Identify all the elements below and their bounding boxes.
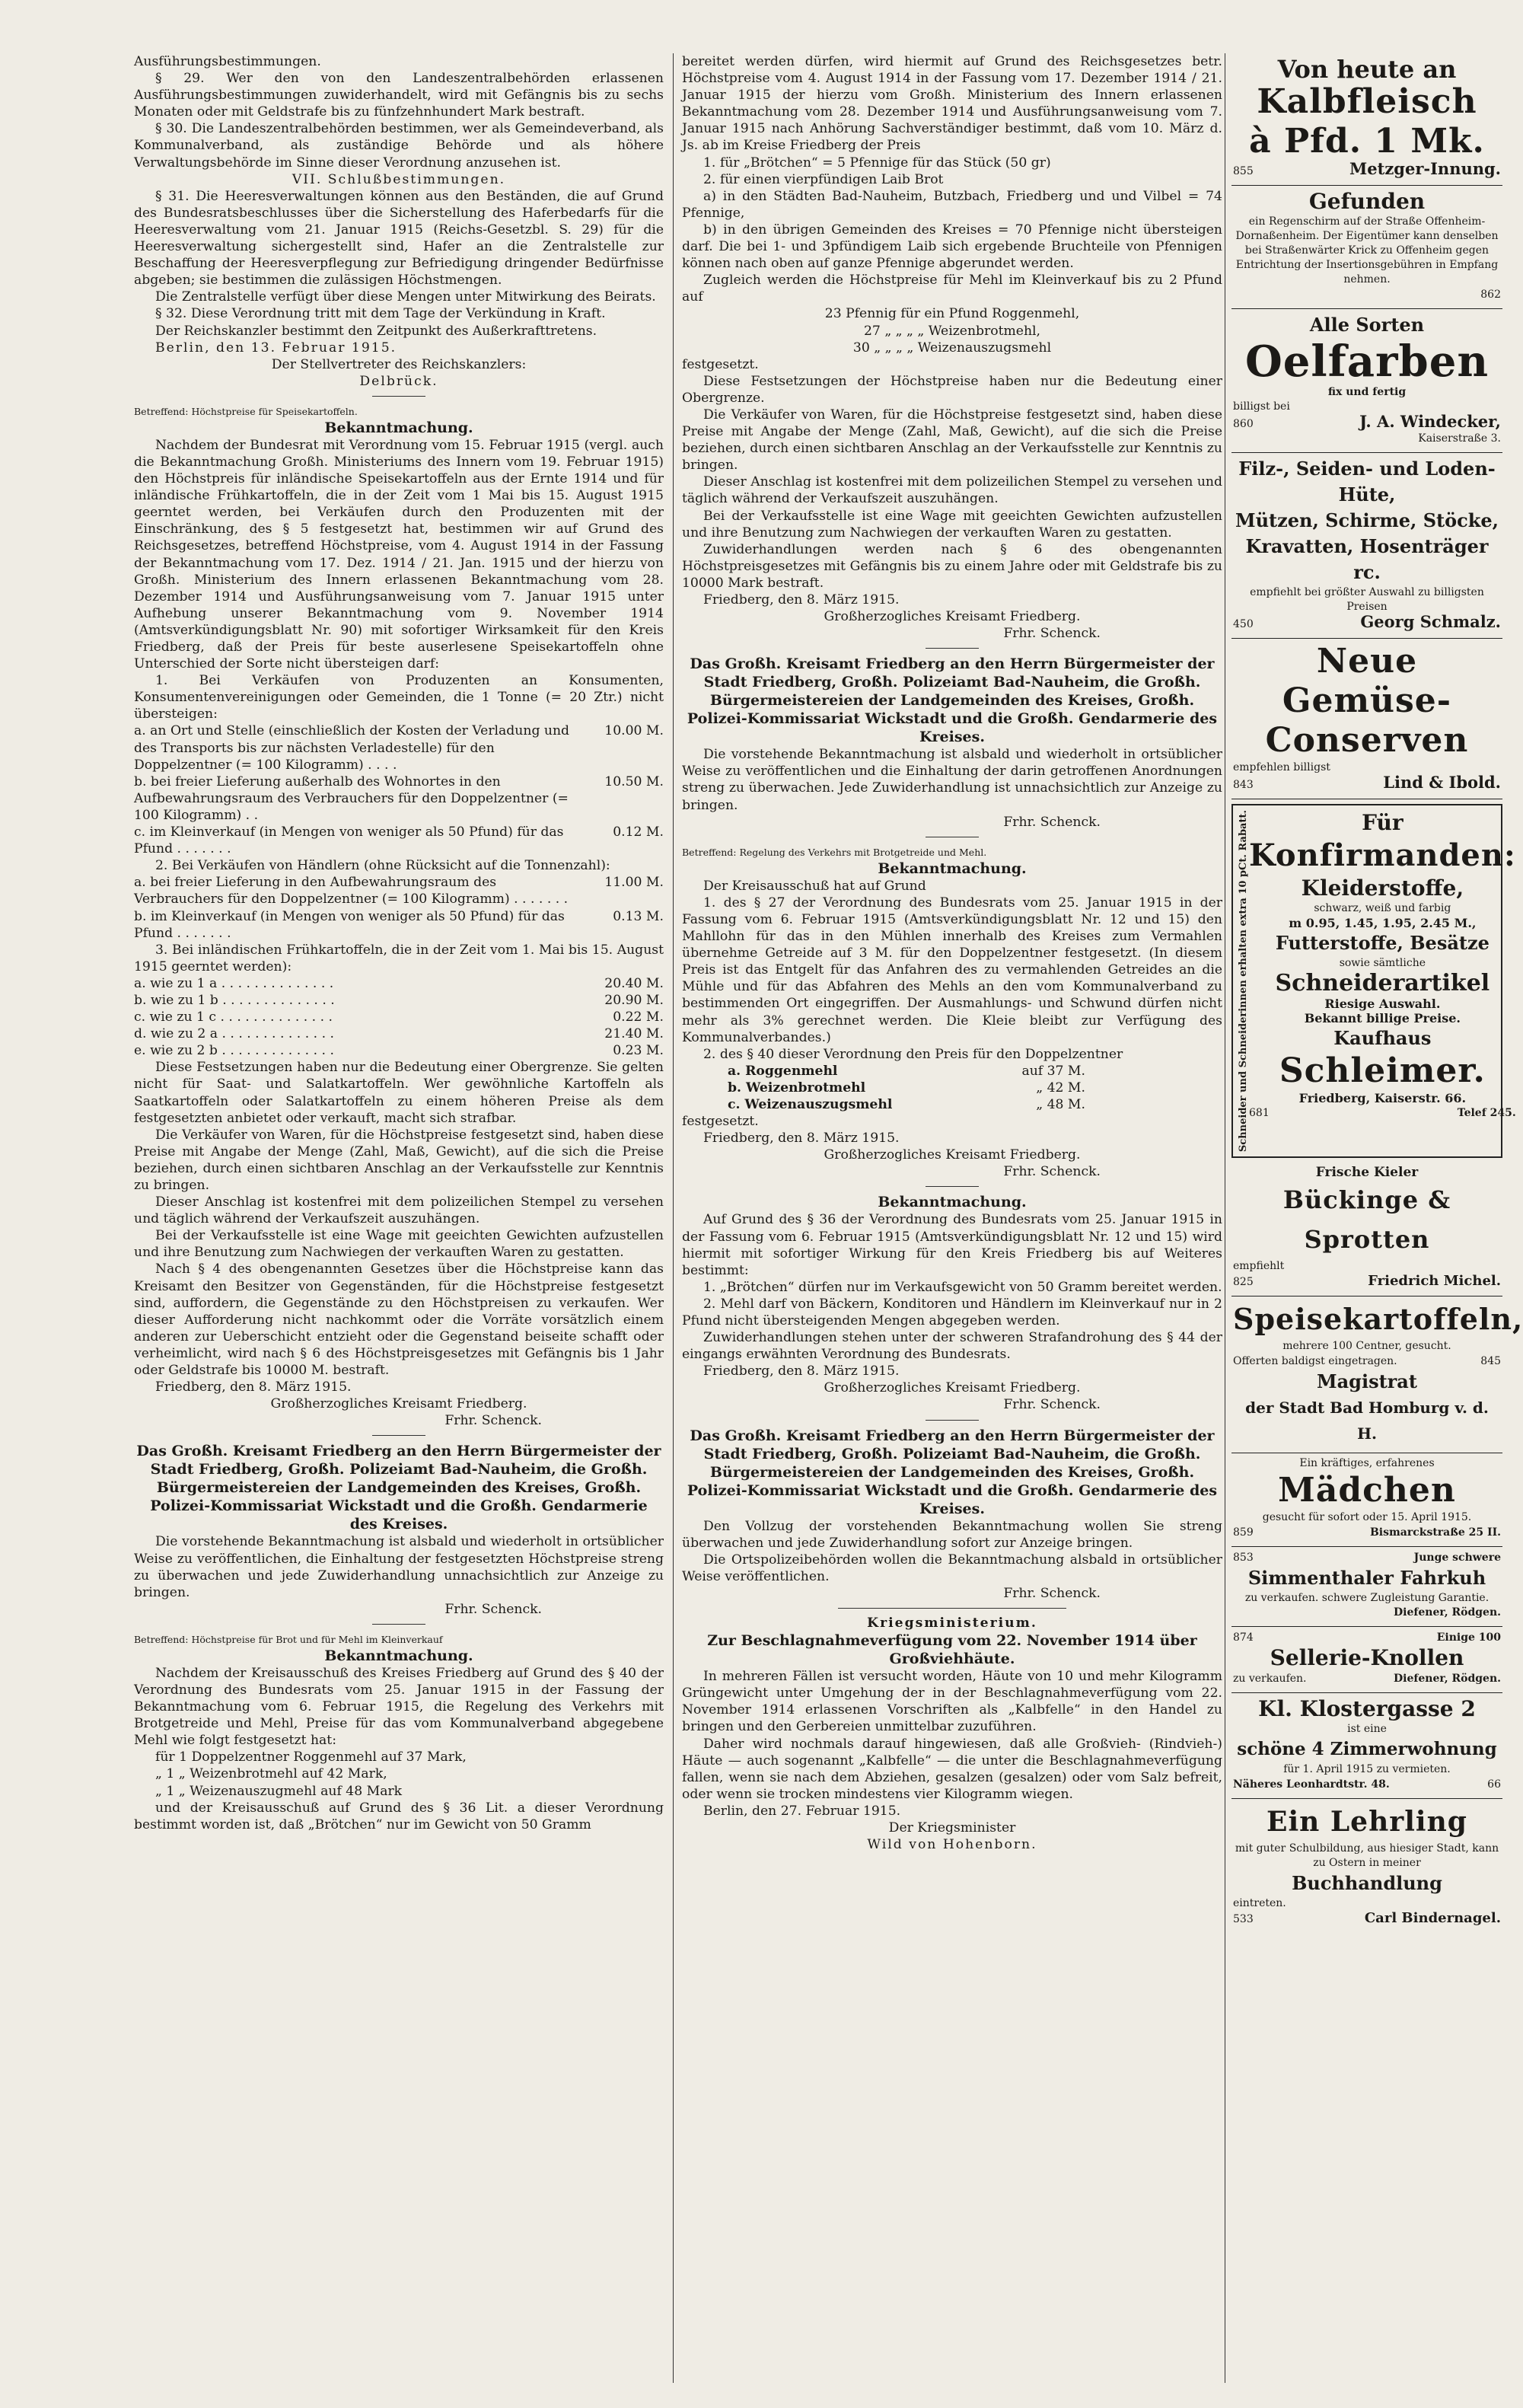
paragraph: 2. Bei Verkäufen von Händlern (ohne Rücksicht auf die Tonnenzahl): bbox=[155, 858, 610, 874]
ad-address: Kaiserstraße 3. bbox=[1418, 432, 1501, 445]
ad-text: zu verkaufen. schwere Zugleistung Garantie. bbox=[1244, 1592, 1490, 1605]
list-line: a) in den Städten Bad-Nauheim, Butzbach, Friedberg und und Vilbel = 74 Pfennige, bbox=[682, 188, 1222, 221]
price-line: b. bei freier Lieferung außerhalb des Wohnortes in den Aufbewahrungsraum des Verbrauchers für den Doppelzentner (= 100 Kilogramm) . . 10.50 M. bbox=[134, 773, 664, 823]
paragraph: Die Verkäufer von Waren, für die Höchstpreise festgesetzt sind, haben diese Preise mit Angabe der Menge (Zahl, Maß, Gewicht), auf die sich die Preise beziehen, durch einen sichtbaren Anschlag an der Verkaufsstelle zur Kenntnis zu bringen. bbox=[134, 1127, 664, 1193]
paragraph: Nachdem der Kreisausschuß des Kreises Friedberg auf Grund des § 40 der Verordnung des Bundesrats vom 25. Januar 1915 in der Fassung der Bekanntmachung vom 6. Februar 1915, die Regelung des Verkehrs mit Brotgetreide und Mehl, Preise für das vom Kommunalverband abgegebene Mehl wie folgt festgesetzt hat: bbox=[134, 1665, 664, 1749]
ad-number: 843 bbox=[1233, 779, 1254, 791]
ad-headline: Simmenthaler Fahrkuh bbox=[1247, 1567, 1486, 1590]
ad-subhead: Frische Kieler bbox=[1315, 1165, 1419, 1181]
ad-subhead: Für bbox=[1362, 810, 1404, 835]
price-line: a. bei freier Lieferung in den Aufbewahrungsraum des Verbrauchers für den Doppelzentner (= 100 Kilogramm) . . . . . . . 11.00 M. bbox=[134, 875, 664, 907]
ad-headline: Filz-, Seiden- und Loden-Hüte, bbox=[1238, 458, 1496, 506]
ad-text: empfiehlt bbox=[1233, 1260, 1285, 1273]
ad-speisekartoffeln bbox=[1231, 1296, 1523, 1453]
paragraph: In mehreren Fällen ist versucht worden, Häute von 10 und mehr Kilogramm Grüngewicht unter Umgehung der in der Beschlagnahmeverfügung vom 22. November 1914 erlassenen Vorschriften als „Kalbfelle“ in den Handel zu bringen und den Gerbereien unmittelbar zuzuführen. bbox=[682, 1669, 1222, 1735]
ad-sellerie bbox=[1231, 1627, 1502, 1693]
ad-address: Bismarckstraße 25 II. bbox=[1369, 1526, 1501, 1539]
paragraph: 2. des § 40 dieser Verordnung den Preis für den Doppelzentner bbox=[703, 1046, 1123, 1062]
separator bbox=[926, 1420, 979, 1421]
ad-text: zu verkaufen. bbox=[1233, 1673, 1307, 1686]
signature: Frhr. Schenck. bbox=[1003, 626, 1101, 642]
dateline: Friedberg, den 8. März 1915. bbox=[703, 1363, 900, 1379]
price-line: c. im Kleinverkauf (in Mengen von weniger als 50 Pfund) für das Pfund . . . . . . . 0.12 M. bbox=[134, 824, 664, 857]
paragraph: Die vorstehende Bekanntmachung ist alsbald und wiederholt in ortsüblicher Weise zu veröffentlichen, die Einhaltung der festgesetzten Höchstpreise streng zu überwachen und jede Zuwiderhandlung unnachsichtlich zur Anzeige zu bringen. bbox=[134, 1534, 664, 1600]
paragraph: § 29. Wer den von den Landeszentralbehörden erlassenen Ausführungsbestimmungen zuwiderhandelt, wird mit Gefängnis bis zu sechs Monaten oder mit Geldstrafe bis zu fünfzehnhundert Mark bestraft. bbox=[134, 71, 664, 120]
subject-line: Betreffend: Höchstpreise für Brot und für Mehl im Kleinverkauf bbox=[134, 1633, 443, 1645]
list-line: 2. für einen vierpfündigen Laib Brot bbox=[703, 171, 944, 187]
ad-headline: Conserven bbox=[1265, 721, 1469, 760]
notice-heading: Zur Beschlagnahmeverfügung vom 22. November 1914 über Großviehhäute. bbox=[707, 1632, 1197, 1668]
ad-headline: à Pfd. 1 Mk. bbox=[1249, 122, 1485, 161]
ad-text: gesucht für sofort oder 15. April 1915. bbox=[1262, 1511, 1472, 1524]
ad-number: 845 bbox=[1480, 1355, 1501, 1368]
ad-text: Riesige Auswahl. bbox=[1324, 997, 1441, 1011]
ad-kalbfleisch bbox=[1231, 53, 1502, 186]
separator bbox=[926, 1186, 979, 1187]
ad-firm: Friedrich Michel. bbox=[1368, 1273, 1501, 1290]
dateline: Berlin, den 27. Februar 1915. bbox=[703, 1803, 901, 1819]
price-line: a. an Ort und Stelle (einschließlich der Kosten der Verladung und des Transports bis zur nächsten Verladestelle) für den Doppelzentner (= 100 Kilogramm) . . . . 10.00 M. bbox=[134, 723, 664, 773]
ad-text: empfiehlt bei größter Auswahl zu billigsten Preisen bbox=[1250, 586, 1484, 613]
ad-subhead: Alle Sorten bbox=[1309, 314, 1425, 336]
separator bbox=[372, 1435, 425, 1436]
ad-text: schwarz, weiß und farbig bbox=[1314, 902, 1451, 914]
paragraph: Diese Festsetzungen haben nur die Bedeutung einer Obergrenze. Sie gelten nicht für Saat- und Salatkartoffeln. Wer gewöhnliche Kartoffeln als Saatkartoffeln oder Salatkartoffeln zu einem höheren Preise als dem festgesetzten anbietet oder verkauft, macht sich strafbar. bbox=[134, 1060, 664, 1126]
price-line: e. wie zu 2 b . . . . . . . . . . . . . . 0.23 M. bbox=[134, 1043, 664, 1059]
ad-headline: Kl. Klostergasse 2 bbox=[1258, 1696, 1476, 1722]
ad-firm: Carl Bindernagel. bbox=[1364, 1910, 1501, 1927]
ad-subhead: Ein kräftiges, erfahrenes bbox=[1299, 1457, 1435, 1470]
list-line: 1. für „Brötchen“ = 5 Pfennige für das Stück (50 gr) bbox=[703, 155, 1051, 171]
price-line: b. Weizenbrotmehl „ 42 M. bbox=[728, 1080, 1085, 1096]
column-ads bbox=[1231, 53, 1523, 1933]
ad-text: Offerten baldigst eingetragen. bbox=[1233, 1355, 1397, 1368]
paragraph: bereitet werden dürfen, wird hiermit auf Grund des Reichsgesetzes betr. Höchstpreise vom 4. August 1914 in der Fassung vom 17. Dezember 1914 / 21. Januar 1915 der hierzu vom Großh. Ministerium des Innern erlassenen Bekanntmachung vom 28. Dezember 1914 und Ausführungsanweisung vom 7. Januar 1915 nach Anhörung Sachverständiger bestimmt, daß vom 10. März d. Js. ab im Kreise Friedberg der Preis bbox=[682, 54, 1222, 154]
authority: Großherzogliches Kreisamt Friedberg. bbox=[824, 1380, 1081, 1396]
paragraph: und der Kreisausschuß auf Grund des § 36 Lit. a dieser Verordnung bestimmt worden ist, daß „Brötchen“ nur im Gewicht von 50 Gramm bbox=[134, 1800, 664, 1832]
subject-line: Betreffend: Regelung des Verkehrs mit Brotgetreide und Mehl. bbox=[682, 846, 987, 858]
price-line: a. Roggenmehl auf 37 M. bbox=[728, 1063, 1085, 1079]
price-line: d. wie zu 2 a . . . . . . . . . . . . . . 21.40 M. bbox=[134, 1026, 664, 1042]
ad-number: 853 bbox=[1233, 1552, 1254, 1564]
ad-text: m 0.95, 1.45, 1.95, 2.45 M., bbox=[1289, 916, 1477, 930]
dateline: Friedberg, den 8. März 1915. bbox=[703, 1131, 900, 1147]
paragraph: § 32. Diese Verordnung tritt mit dem Tage der Verkündung in Kraft. bbox=[155, 306, 606, 322]
ad-headline: Kalbfleisch bbox=[1257, 82, 1477, 121]
ad-gefunden bbox=[1231, 186, 1502, 309]
paragraph: Dieser Anschlag ist kostenfrei mit dem polizeilichen Stempel zu versehen und täglich während der Verkaufszeit auszuhängen. bbox=[134, 1194, 664, 1227]
column-left bbox=[134, 53, 664, 1833]
ad-headline: Schneiderartikel bbox=[1275, 970, 1490, 997]
ad-headline: Konfirmanden: bbox=[1249, 837, 1516, 873]
paragraph: Bei der Verkaufsstelle ist eine Wage mit geeichten Gewichten aufzustellen und ihre Benutzung zum Nachwiegen der verkauften Waren zu gestatten. bbox=[134, 1228, 664, 1261]
ad-firm: der Stadt Bad Homburg v. d. H. bbox=[1245, 1399, 1489, 1443]
paragraph: Zuwiderhandlungen stehen unter der schweren Strafandrohung des § 44 der eingangs erwähnten Verordnung des Bundesrats. bbox=[682, 1330, 1222, 1363]
column-middle bbox=[682, 53, 1222, 1853]
notice-heading: Das Großh. Kreisamt Friedberg an den Herrn Bürgermeister der Stadt Friedberg, Großh. Polizeiamt Bad-Nauheim, die Großh. Bürgermeistereien der Landgemeinden des Kreises, Großh. Polizei-Kommissariat Wickstadt und die Großh. Gendarmerie des Kreises. bbox=[687, 655, 1218, 746]
price-line: c. wie zu 1 c . . . . . . . . . . . . . . 0.22 M. bbox=[134, 1009, 664, 1025]
ad-text: sowie sämtliche bbox=[1339, 957, 1426, 969]
ad-firm: J. A. Windecker, bbox=[1359, 412, 1501, 431]
paragraph: festgesetzt. bbox=[682, 356, 759, 372]
paragraph: § 30. Die Landeszentralbehörden bestimmen, wer als Gemeindeverband, als Kommunalverband, als zuständige Behörde und als höhere Verwaltungsbehörde im Sinne dieser Verordnung anzusehen ist. bbox=[134, 121, 664, 171]
signature: Frhr. Schenck. bbox=[444, 1413, 542, 1429]
price-line: a. wie zu 1 a . . . . . . . . . . . . . . 20.40 M. bbox=[134, 975, 664, 991]
dateline: Friedberg, den 8. März 1915. bbox=[703, 592, 900, 608]
ad-headline: Mädchen bbox=[1278, 1471, 1456, 1510]
paragraph: 1. „Brötchen“ dürfen nur im Verkaufsgewicht von 50 Gramm bereitet werden. bbox=[703, 1279, 1222, 1295]
ad-headline: Schleimer. bbox=[1279, 1051, 1486, 1090]
paragraph: Die Zentralstelle verfügt über diese Mengen unter Mitwirkung des Beirats. bbox=[155, 289, 656, 305]
ad-subhead: Kaufhaus bbox=[1333, 1027, 1432, 1049]
paragraph: 1. Bei Verkäufen von Produzenten an Konsumenten, Konsumentenvereinigungen oder Gemeinden, die 1 Tonne (= 20 Ztr.) nicht übersteigen: bbox=[134, 673, 664, 722]
separator bbox=[926, 648, 979, 649]
paragraph: Die vorstehende Bekanntmachung ist alsbald und wiederholt in ortsüblicher Weise zu veröffentlichen und die Einhaltung der darin getroffenen Anordnungen streng zu überwachen. Jede Zuwiderhandlung ist unnachsichtlich zur Anzeige zu bringen. bbox=[682, 747, 1222, 813]
price-line: b. im Kleinverkauf (in Mengen von weniger als 50 Pfund) für das Pfund . . . . . . . 0.13 M. bbox=[134, 908, 664, 941]
ad-konfirmanden bbox=[1231, 804, 1516, 1158]
dateline: Berlin, den 13. Februar 1915. bbox=[155, 340, 397, 356]
ad-headline: Von heute an bbox=[1277, 55, 1457, 84]
paragraph: Zugleich werden die Höchstpreise für Mehl im Kleinverkauf bis zu 2 Pfund auf bbox=[682, 273, 1222, 305]
paragraph: Auf Grund des § 36 der Verordnung des Bundesrats vom 25. Januar 1915 in der Fassung vom 6. Februar 1915 (Amtsverkündigungsblatt Nr. 12 und 15) wird hiermit mit sofortiger Wirkung für den Kreis Friedberg bis auf Weiteres bestimmt: bbox=[682, 1212, 1222, 1278]
ad-headline: Mützen, Schirme, Stöcke, bbox=[1235, 509, 1499, 531]
notice-heading: Das Großh. Kreisamt Friedberg an den Herrn Bürgermeister der Stadt Friedberg, Großh. Polizeiamt Bad-Nauheim, die Großh. Bürgermeistereien der Landgemeinden des Kreises, Großh. Polizei-Kommissariat Wickstadt und die Großh. Gendarmerie des Kreises. bbox=[136, 1443, 661, 1533]
ad-headline: Gefunden bbox=[1308, 189, 1426, 214]
ad-text: für 1. April 1915 zu vermieten. bbox=[1283, 1763, 1451, 1776]
notice-heading: Das Großh. Kreisamt Friedberg an den Herrn Bürgermeister der Stadt Friedberg, Großh. Polizeiamt Bad-Nauheim, die Großh. Bürgermeistereien der Landgemeinden des Kreises, Großh. Polizei-Kommissariat Wickstadt und die Großh. Gendarmerie des Kreises. bbox=[687, 1427, 1218, 1517]
separator bbox=[838, 1608, 1066, 1609]
list-line: „ 1 „ Weizenauszugmehl auf 48 Mark bbox=[155, 1783, 403, 1799]
ad-bueckinge bbox=[1231, 1163, 1502, 1296]
ad-firm: Magistrat bbox=[1317, 1370, 1417, 1393]
paragraph: Nachdem der Bundesrat mit Verordnung vom 15. Februar 1915 (vergl. auch die Bekanntmachung Großh. Ministeriums des Innern vom 19. Februar 1915) den Höchstpreis für inländische Speisekartoffeln aus der Ernte 1914 und für inländische Frühkartoffeln, die in der Zeit vom 1 Mai bis 15. August 1915 geerntet werden, bei Verkäufen durch den Produzenten mit der Einschränkung, des § 5 festgesetzt hat, bestimmen wir auf Grund des Reichsgesetzes, betreffend Höchstpreise, vom 4. August 1914 in der Fassung der Bekanntmachung vom 17. Dez. 1914 / 21. Jan. 1915 und der hierzu von Großh. Ministerium des Innern erlassenen Bekanntmachung vom 28. Dezember 1914 und Ausführungsanweisung vom 7. Januar 1915 unter Aufhebung unserer Bekanntmachung vom 9. November 1914 (Amtsverkündigungsblatt Nr. 90) mit sofortiger Wirksamkeit für den Kreis Friedberg, daß der Preis für beste auserlesene Speisekartoffeln ohne Unterschied der Sorte nicht übersteigen darf: bbox=[134, 437, 664, 672]
paragraph: Dieser Anschlag ist kostenfrei mit dem polizeilichen Stempel zu versehen und täglich während der Verkaufszeit auszuhängen. bbox=[682, 474, 1222, 507]
ad-number: 874 bbox=[1233, 1631, 1254, 1644]
paragraph: Diese Festsetzungen der Höchstpreise haben nur die Bedeutung einer Obergrenze. bbox=[682, 373, 1222, 406]
paragraph: Die Ortspolizeibehörden wollen die Bekanntmachung alsbald in ortsüblicher Weise veröffentlichen. bbox=[682, 1552, 1222, 1584]
ministry-heading: Kriegsministerium. bbox=[867, 1615, 1037, 1631]
ad-text: billigst bei bbox=[1233, 400, 1290, 413]
list-line: 27 „ „ „ „ Weizenbrotmehl, bbox=[863, 323, 1040, 339]
list-line: 30 „ „ „ „ Weizenauszugsmehl bbox=[852, 340, 1052, 356]
authority: Großherzogliches Kreisamt Friedberg. bbox=[270, 1396, 527, 1412]
ad-text: empfehlen billigst bbox=[1233, 761, 1330, 773]
ad-number: 825 bbox=[1233, 1276, 1254, 1289]
ad-headline: Futterstoffe, Besätze bbox=[1275, 932, 1490, 954]
section-heading: VII. Schlußbestimmungen. bbox=[292, 171, 506, 187]
paragraph: Daher wird nochmals darauf hingewiesen, daß alle Großvieh- (Rindvieh-) Häute — auch sogenannt „Kalbfelle“ — die unter die Beschlagnahmeverfügung fallen, wenn sie nach dem Abziehen, gesalzen (gesalzen) oder vom Salz befreit, oder wenn sie trocken mindestens vier Kilogramm wiegen. bbox=[682, 1736, 1222, 1802]
ad-address: Näheres Leonhardtstr. 48. bbox=[1233, 1778, 1390, 1791]
ad-gemuese bbox=[1231, 639, 1502, 799]
ad-hute bbox=[1231, 453, 1502, 639]
ad-number: 681 bbox=[1249, 1107, 1270, 1119]
ad-side-text: Schneider und Schneiderinnen erhalten extra 10 pCt. Rabatt. bbox=[1238, 810, 1249, 1153]
ad-headline: Kravatten, Hosenträger rc. bbox=[1245, 535, 1489, 583]
ad-number: 860 bbox=[1233, 418, 1254, 430]
separator bbox=[372, 396, 425, 397]
signature-title: Der Kriegsminister bbox=[888, 1820, 1016, 1836]
ad-headline: Ein Lehrling bbox=[1267, 1806, 1467, 1839]
paragraph: Bei der Verkaufsstelle ist eine Wage mit geeichten Gewichten aufzustellen und ihre Benutzung zum Nachwiegen der verkauften Waren zu gestatten. bbox=[682, 508, 1222, 541]
ad-subhead: Junge schwere bbox=[1413, 1552, 1501, 1564]
ad-number: 533 bbox=[1233, 1913, 1254, 1926]
column-rule bbox=[673, 53, 674, 2383]
ad-headline: Neue Gemüse- bbox=[1282, 642, 1452, 720]
authority: Großherzogliches Kreisamt Friedberg. bbox=[824, 609, 1081, 625]
ad-fahrkuh bbox=[1231, 1547, 1502, 1627]
list-line: 23 Pfennig für ein Pfund Roggenmehl, bbox=[824, 306, 1080, 322]
ad-text: Bekannt billige Preise. bbox=[1304, 1011, 1461, 1025]
paragraph: § 31. Die Heeresverwaltungen können aus den Beständen, die auf Grund des Bundesratsbeschlusses über die Sicherstellung des Haferbedarfs für die Heeresverwaltung vom 21. Januar 1915 (Reichs-Gesetzbl. S. 29) für die Heeresverwaltung sichergestellt sind, Hafer an die Zentralstelle zur Beschaffung der Heeresverpflegung zur Befriedigung dringender Bedürfnisse abgeben; sie bestimmen die zulässigen Höchstmengen. bbox=[134, 188, 664, 289]
ad-firm: Diefener, Rödgen. bbox=[1394, 1673, 1501, 1686]
separator bbox=[372, 1624, 425, 1625]
notice-heading: Bekanntmachung. bbox=[878, 1194, 1027, 1211]
paragraph: 2. Mehl darf von Bäckern, Konditoren und Händlern im Kleinverkauf nur in 2 Pfund nicht übersteigenden Mengen abgegeben werden. bbox=[682, 1296, 1222, 1328]
ad-headline: Sellerie-Knollen bbox=[1270, 1645, 1464, 1671]
notice-heading: Bekanntmachung. bbox=[324, 419, 473, 436]
signature: Wild von Hohenborn. bbox=[867, 1837, 1037, 1853]
notice-heading: Bekanntmachung. bbox=[324, 1647, 473, 1664]
ad-text: fix und fertig bbox=[1327, 386, 1407, 398]
price-line: c. Weizenauszugsmehl „ 48 M. bbox=[728, 1096, 1085, 1112]
ad-number: 66 bbox=[1487, 1778, 1501, 1791]
signature: Delbrück. bbox=[359, 373, 438, 389]
signature: Frhr. Schenck. bbox=[1003, 1585, 1101, 1601]
subject-line: Betreffend: Höchstpreise für Speisekartoffeln. bbox=[134, 405, 358, 417]
ad-number: 855 bbox=[1233, 165, 1254, 177]
ad-text: eintreten. bbox=[1233, 1897, 1286, 1910]
ad-text: mehrere 100 Centner, gesucht. bbox=[1282, 1340, 1451, 1353]
list-line: b) in den übrigen Gemeinden des Kreises = 70 Pfennige nicht übersteigen darf. Die bei 1- und 3pfündigem Laib sich ergebende Bruchteile von Pfennigen können nach oben auf ganze Pfennige abgerundet werden. bbox=[682, 222, 1222, 272]
ad-headline: Buchhandlung bbox=[1292, 1872, 1442, 1895]
ad-firm: Diefener, Rödgen. bbox=[1394, 1606, 1501, 1619]
price-line: b. wie zu 1 b . . . . . . . . . . . . . . 20.90 M. bbox=[134, 992, 664, 1008]
ad-number: 859 bbox=[1233, 1526, 1254, 1539]
ad-lehrling bbox=[1231, 1799, 1502, 1933]
signature: Frhr. Schenck. bbox=[1003, 1164, 1101, 1180]
authority: Großherzogliches Kreisamt Friedberg. bbox=[824, 1147, 1081, 1163]
notice-heading: Bekanntmachung. bbox=[878, 860, 1027, 877]
paragraph: festgesetzt. bbox=[682, 1114, 759, 1130]
ad-firm: Metzger-Innung. bbox=[1349, 159, 1501, 178]
paragraph: 3. Bei inländischen Frühkartoffeln, die in der Zeit vom 1. Mai bis 15. August 1915 geerntet werden): bbox=[134, 942, 664, 974]
paragraph: 1. des § 27 der Verordnung des Bundesrats vom 25. Januar 1915 in der Fassung vom 6. Februar 1915 (Amtsverkündigungsblatt Nr. 12 und 15) den Mahllohn für das in den Mühlen innerhalb des Kreises zum Vermahlen übernehme Getreide auf 3 M. für den Doppelzentner festgesetzt. (In diesem Preis ist das Entgelt für das Anfahren des zu vermahlenden Getreides an die Mühle und für das Abfahren des Mehls an den vom Kommunalverband zu bestimmenden Ort eingegriffen. Der Ausmahlungs- und Schwund dürfen nicht mehr als 3% gerechnet werden. Die Kleie bleibt zur Verfügung des Kommunalverbandes.) bbox=[682, 895, 1222, 1045]
ad-address: Friedberg, Kaiserstr. 66. bbox=[1298, 1091, 1467, 1105]
ad-headline: schöne 4 Zimmerwohnung bbox=[1237, 1739, 1497, 1760]
signature: Frhr. Schenck. bbox=[1003, 814, 1101, 830]
paragraph: Der Kreisausschuß hat auf Grund bbox=[703, 878, 926, 894]
ad-headline: Kleiderstoffe, bbox=[1301, 875, 1464, 901]
paragraph: Die Verkäufer von Waren, für die Höchstpreise festgesetzt sind, haben diese Preise mit Angabe der Menge (Zahl, Maß, Gewicht), auf die sich die Preise beziehen, durch einen sichtbaren Anschlag an der Verkaufsstelle zur Kenntnis zu bringen. bbox=[682, 407, 1222, 474]
list-line: „ 1 „ Weizenbrotmehl auf 42 Mark, bbox=[155, 1766, 387, 1782]
signature: Frhr. Schenck. bbox=[444, 1601, 542, 1617]
ad-text: mit guter Schulbildung, aus hiesiger Stadt, kann zu Ostern in meiner bbox=[1235, 1842, 1499, 1870]
paragraph: Der Reichskanzler bestimmt den Zeitpunkt des Außerkrafttretens. bbox=[155, 323, 597, 339]
paragraph: Zuwiderhandlungen werden nach § 6 des obengenannten Höchstpreisgesetzes mit Gefängnis bis zu einem Jahre oder mit Geldstrafe bis zu 10000 Mark bestraft. bbox=[682, 541, 1222, 591]
paragraph: Nach § 4 des obengenannten Gesetzes über die Höchstpreise kann das Kreisamt den Besitzer von Gegenständen, für die Höchstpreise festgesetzt sind, auffordern, die Gegenstände zu den Höchstpreisen zu verkaufen. Wer dieser Aufforderung nicht nachkommt oder die Vorräte vorsätzlich einem anderen zur Ueberschicht entzieht oder die Gegenstand beiseite schafft oder verheimlicht, wird nach § 6 des Höchstpreisgesetzes mit Gefängnis bis 1 Jahr oder Geldstrafe bis 10000 M. bestraft. bbox=[134, 1261, 664, 1379]
ad-phone: Telef 245. bbox=[1457, 1107, 1516, 1119]
ad-number: 862 bbox=[1480, 289, 1501, 301]
ad-headline: Bückinge & Sprotten bbox=[1282, 1185, 1451, 1255]
ad-wohnung bbox=[1231, 1693, 1502, 1799]
ad-headline: Oelfarben bbox=[1244, 336, 1490, 387]
ad-oelfarben bbox=[1231, 309, 1502, 453]
signature: Frhr. Schenck. bbox=[1003, 1397, 1101, 1413]
ad-maedchen bbox=[1231, 1453, 1502, 1547]
ad-firm: Lind & Ibold. bbox=[1383, 773, 1501, 792]
ad-number: 450 bbox=[1233, 618, 1254, 630]
paragraph: Den Vollzug der vorstehenden Bekanntmachung wollen Sie streng überwachen und jede Zuwiderhandlung sofort zur Anzeige bringen. bbox=[682, 1518, 1222, 1551]
dateline: Friedberg, den 8. März 1915. bbox=[155, 1379, 352, 1395]
ad-firm: Georg Schmalz. bbox=[1360, 612, 1501, 631]
paragraph: Ausführungsbestimmungen. bbox=[134, 54, 321, 69]
ad-text: ein Regenschirm auf der Straße Offenheim-Dornaßenheim. Der Eigentümer kann denselben bei Straßenwärter Krick zu Offenheim gegen Entrichtung der Insertionsgebühren in Empfang nehmen. bbox=[1235, 215, 1499, 285]
signature-title: Der Stellvertreter des Reichskanzlers: bbox=[271, 356, 527, 372]
ad-headline: Speisekartoffeln, bbox=[1233, 1302, 1523, 1337]
list-line: für 1 Doppelzentner Roggenmehl auf 37 Mark, bbox=[155, 1749, 467, 1765]
ad-subhead: Einige 100 bbox=[1436, 1631, 1501, 1644]
ad-text: ist eine bbox=[1347, 1723, 1387, 1736]
